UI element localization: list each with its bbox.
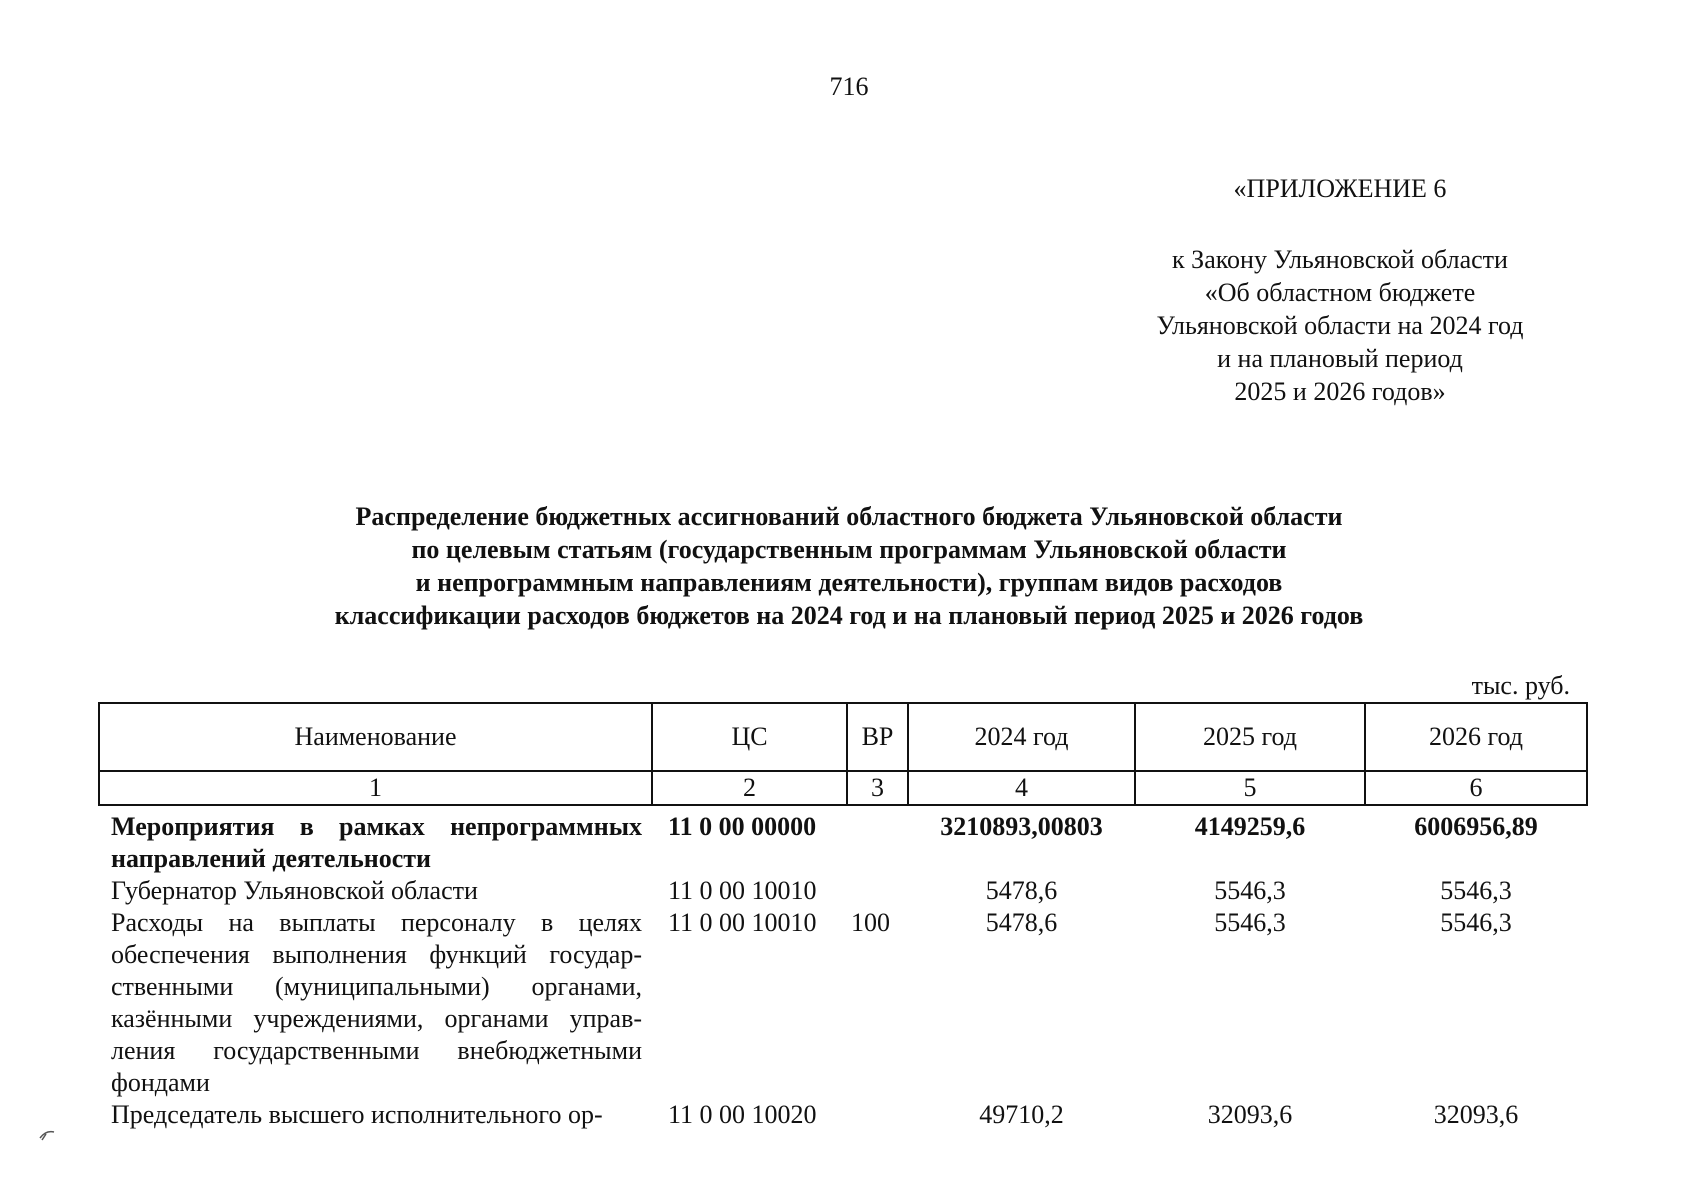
document-title-line: классификации расходов бюджетов на 2024 год и на плановый период 2025 и 2026 годов [334, 601, 1364, 630]
row-vr [847, 805, 908, 875]
document-title [0, 500, 1698, 632]
column-number: 3 [847, 771, 908, 805]
column-number: 5 [1135, 771, 1365, 805]
header-cs: ЦС [652, 703, 847, 771]
row-name: Мероприятия в рамках непрограммных направлений деятельности [111, 812, 642, 873]
column-number: 1 [99, 771, 652, 805]
document-title-line: по целевым статьям (государственным программам Ульяновской области [411, 535, 1287, 564]
row-2024: 5478,6 [985, 908, 1058, 937]
row-2024: 49710,2 [979, 1100, 1064, 1129]
row-2026: 5546,3 [1440, 876, 1512, 905]
document-title-line: Распределение бюджетных ассигнований областного бюджета Ульяновской области [355, 502, 1343, 531]
appendix-reference [1100, 243, 1580, 408]
row-name: Председатель высшего исполнительного ор- [111, 1100, 603, 1129]
row-name: Расходы на выплаты персоналу в целях обеспечения выполнения функций государ-ственными (муниципальными) органами, казёнными учреждениями, органами управ-ления государственными внебюджетными фондами [111, 908, 642, 1097]
table-row [99, 875, 1587, 907]
table-body [99, 805, 1587, 1131]
budget-table [98, 702, 1588, 1131]
row-2025: 32093,6 [1207, 1100, 1293, 1129]
header-2025: 2025 год [1135, 703, 1365, 771]
column-number-row [99, 771, 1587, 805]
row-2024: 3210893,00803 [940, 812, 1103, 841]
row-2025: 4149259,6 [1194, 812, 1306, 841]
row-cs: 11 0 00 10010 [668, 876, 817, 905]
scan-mark-icon [36, 1118, 62, 1144]
row-2026: 5546,3 [1440, 908, 1512, 937]
appendix-reference-line: к Закону Ульяновской области [1172, 245, 1508, 274]
column-number: 4 [908, 771, 1135, 805]
table-row [99, 1099, 1587, 1131]
row-2026: 6006956,89 [1414, 812, 1538, 841]
page-number: 716 [829, 72, 869, 101]
units-label: тыс. руб. [1471, 671, 1570, 700]
row-vr [847, 1099, 908, 1131]
row-cs: 11 0 00 10010 [668, 908, 817, 937]
appendix-reference-line: «Об областном бюджете [1204, 278, 1476, 307]
header-row [99, 703, 1587, 771]
header-2026: 2026 год [1365, 703, 1587, 771]
row-cs: 11 0 00 10020 [668, 1100, 817, 1129]
row-vr [847, 875, 908, 907]
appendix-reference-line: Ульяновской области на 2024 год [1156, 311, 1524, 340]
column-number: 6 [1365, 771, 1587, 805]
table-header [99, 703, 1587, 805]
row-cs: 11 0 00 00000 [668, 812, 817, 841]
row-2025: 5546,3 [1214, 876, 1286, 905]
appendix-reference-line: 2025 и 2026 годов» [1234, 377, 1446, 406]
row-2026: 32093,6 [1433, 1100, 1519, 1129]
appendix-title: «ПРИЛОЖЕНИЕ 6 [1233, 174, 1447, 203]
document-title-line: и непрограммным направлениям деятельности), группам видов расходов [415, 568, 1283, 597]
row-2024: 5478,6 [985, 876, 1058, 905]
table-row [99, 805, 1587, 875]
column-number: 2 [652, 771, 847, 805]
row-name: Губернатор Ульяновской области [111, 876, 478, 905]
header-vr: ВР [847, 703, 908, 771]
header-2024: 2024 год [908, 703, 1135, 771]
appendix-reference-line: и на плановый период [1217, 344, 1463, 373]
row-vr: 100 [851, 908, 890, 937]
header-name: Наименование [99, 703, 652, 771]
row-2025: 5546,3 [1214, 908, 1286, 937]
table-row [99, 907, 1587, 1099]
